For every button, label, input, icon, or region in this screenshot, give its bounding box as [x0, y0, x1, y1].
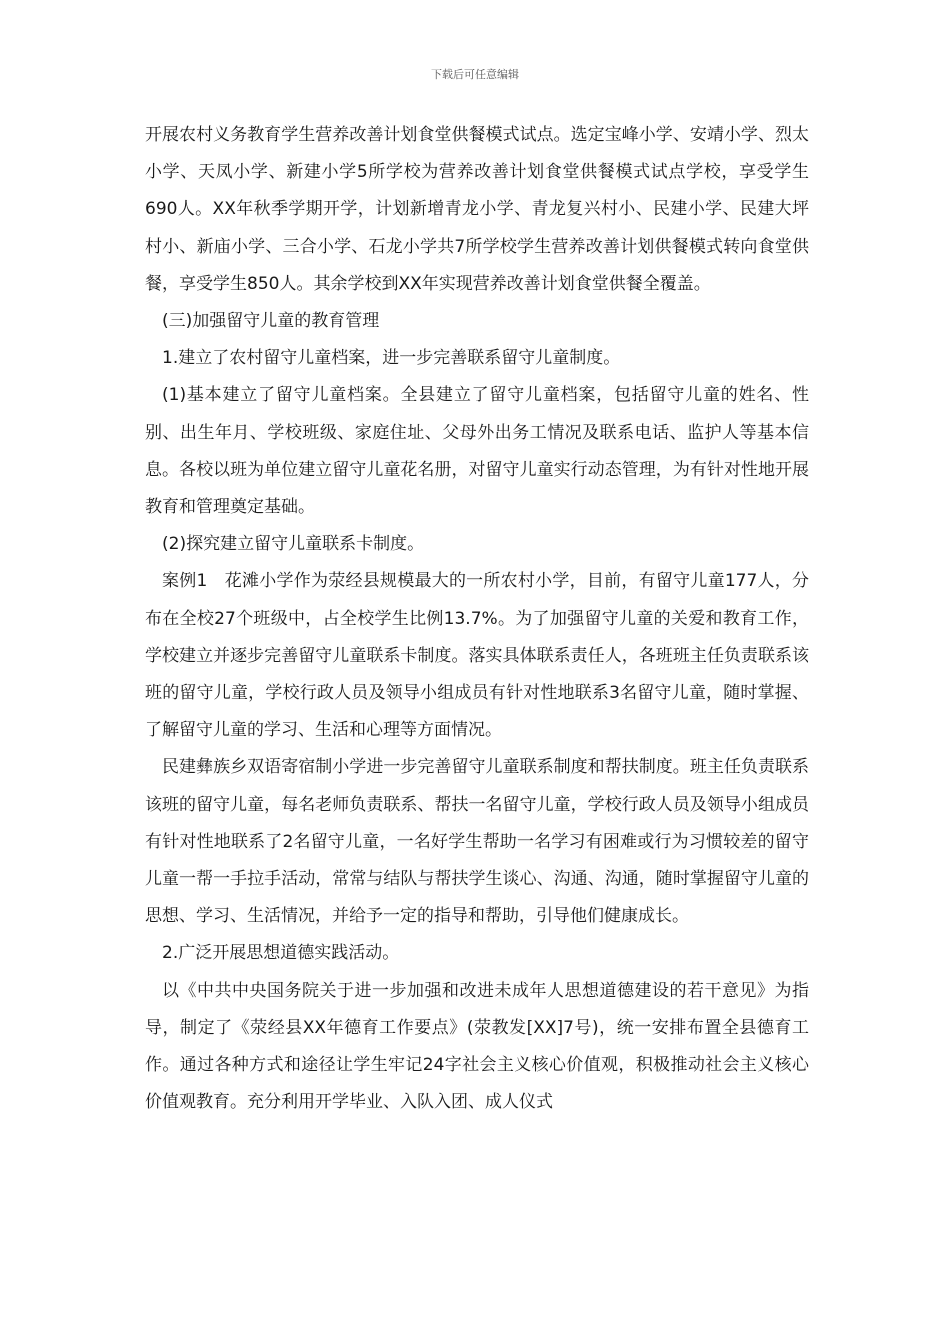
subheading-archives: 1.建立了农村留守儿童档案，进一步完善联系留守儿童制度。: [162, 348, 621, 369]
subheading-moral-activities: 2.广泛开展思想道德实践活动。: [162, 943, 400, 964]
paragraph-moral-education: 以《中共中央国务院关于进一步加强和改进未成年人思想道德建设的若干意见》为指导，制定了《荥经县XX年德育工作要点》(荥教发[XX]7号)，统一安排布置全县德育工作。通过各种方式和途径让学生牢记24字社会主义核心价值观，积极推动社会主义核心价值观教育。充分利用开学毕业、入队入团、成人仪式: [145, 980, 809, 1113]
page-header: 下载后可任意编辑: [431, 68, 519, 81]
paragraph-minjian-school: 民建彝族乡双语寄宿制小学进一步完善留守儿童联系制度和帮扶制度。班主任负责联系该班的留守儿童，每名老师负责联系、帮扶一名留守儿童，学校行政人员及领导小组成员有针对性地联系了2名留守儿童，一名好学生帮助一名学习有困难或行为习惯较差的留守儿童一帮一手拉手活动，常常与结队与帮扶学生谈心、沟通、沟通，随时掌握留守儿童的思想、学习、生活情况，并给予一定的指导和帮助，引导他们健康成长。: [145, 757, 809, 927]
paragraph-meal-pilot: 开展农村义务教育学生营养改善计划食堂供餐模式试点。选定宝峰小学、安靖小学、烈太小学、天凤小学、新建小学5所学校为营养改善计划食堂供餐模式试点学校，享受学生690人。XX年秋季学期开学，计划新增青龙小学、青龙复兴村小、民建小学、民建大坪村小、新庙小学、三合小学、石龙小学共7所学校学生营养改善计划供餐模式转向食堂供餐，享受学生850人。其余学校到XX年实现营养改善计划食堂供餐全覆盖。: [145, 125, 809, 294]
subheading-contact-card: (2)探究建立留守儿童联系卡制度。: [162, 534, 425, 555]
section-heading-left-behind-children: (三)加强留守儿童的教育管理: [162, 311, 380, 332]
paragraph-case-1: 案例1 花滩小学作为荥经县规模最大的一所农村小学，目前，有留守儿童177人，分布在全校27个班级中，占全校学生比例13.7%。为了加强留守儿童的关爱和教育工作，学校建立并逐步完善留守儿童联系卡制度。落实具体联系责任人，各班班主任负责联系该班的留守儿童，学校行政人员及领导小组成员有针对性地联系3名留守儿童，随时掌握、了解留守儿童的学习、生活和心理等方面情况。: [145, 571, 809, 741]
document-body: [145, 117, 809, 1121]
paragraph-archives: (1)基本建立了留守儿童档案。全县建立了留守儿童档案，包括留守儿童的姓名、性别、出生年月、学校班级、家庭住址、父母外出务工情况及联系电话、监护人等基本信息。各校以班为单位建立留守儿童花名册，对留守儿童实行动态管理，为有针对性地开展教育和管理奠定基础。: [145, 385, 809, 518]
